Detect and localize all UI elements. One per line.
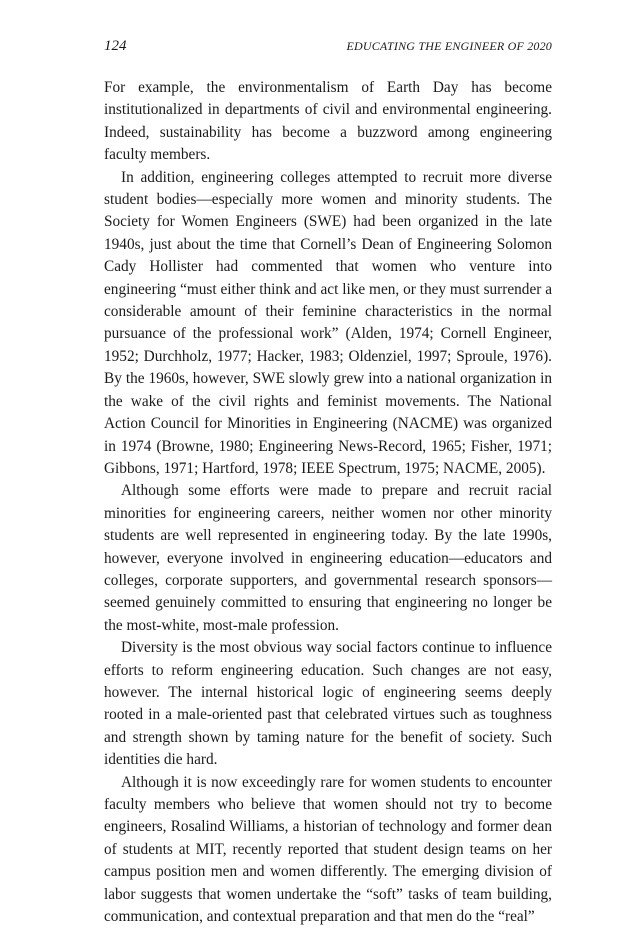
paragraph-diverse-student-bodies: In addition, engineering colleges attempted to recruit more diverse student bodies—especially more women and minority students. The Society for Women Engineers (SWE) had been organized in the late 1940s, just about the time that Cornell’s Dean of Engineering Solomon Cady Hollister had commented that women who venture into engineering “must either think and act like men, or they must surrender a considerable amount of their feminine characteristics in the normal pursuance of the professional work” (Alden, 1974; Cornell Engineer, 1952; Durchholz, 1977; Hacker, 1983; Oldenziel, 1997; Sproule, 1976). By the 1960s, however, SWE slowly grew into a national organization in the wake of the civil rights and feminist movements. The National Action Council for Minorities in Engineering (NACME) was organized in 1974 (Browne, 1980; Engineering News-Record, 1965; Fisher, 1971; Gibbons, 1971; Hartford, 1978; IEEE Spectrum, 1975; NACME, 2005). [104,168,552,477]
paragraph-racial-minorities: Although some efforts were made to prepare and recruit racial minorities for engineering careers, neither women nor other minority students are well represented in engineering today. By the late 1990s, however, everyone involved in engineering education—educators and colleges, corporate supporters, and governmental research sponsors—seemed genuinely committed to ensuring that engineering no longer be the most-white, most-male profession. [104,482,552,634]
paragraph-design-teams: Although it is now exceedingly rare for women students to encounter faculty members who believe that women should not try to become engineers, Rosalind Williams, a historian of technology and former dean of students at MIT, recently reported that student design teams on her campus position men and women differently. The emerging division of labor suggests that women undertake the “soft” tasks of team building, communication, and contextual preparation and that men do the “real” [104,773,552,926]
paragraph-diversity-factors: Diversity is the most obvious way social factors continue to influence efforts to reform engineering education. Such changes are not easy, however. The internal historical logic of engineering seems deeply rooted in a male-oriented past that celebrated virtues such as toughness and strength shown by taming nature for the benefit of society. Such identities die hard. [104,639,552,769]
page-number: 124 [104,38,127,54]
paragraph-earth-day: For example, the environmentalism of Earth Day has become institutionalized in departments of civil and environmental engineering. Indeed, sustainability has become a buzzword among engineering faculty members. [104,79,552,164]
book-page [104,38,552,928]
running-title: EDUCATING THE ENGINEER OF 2020 [346,39,552,53]
body-text [104,77,552,928]
running-head [104,38,552,60]
